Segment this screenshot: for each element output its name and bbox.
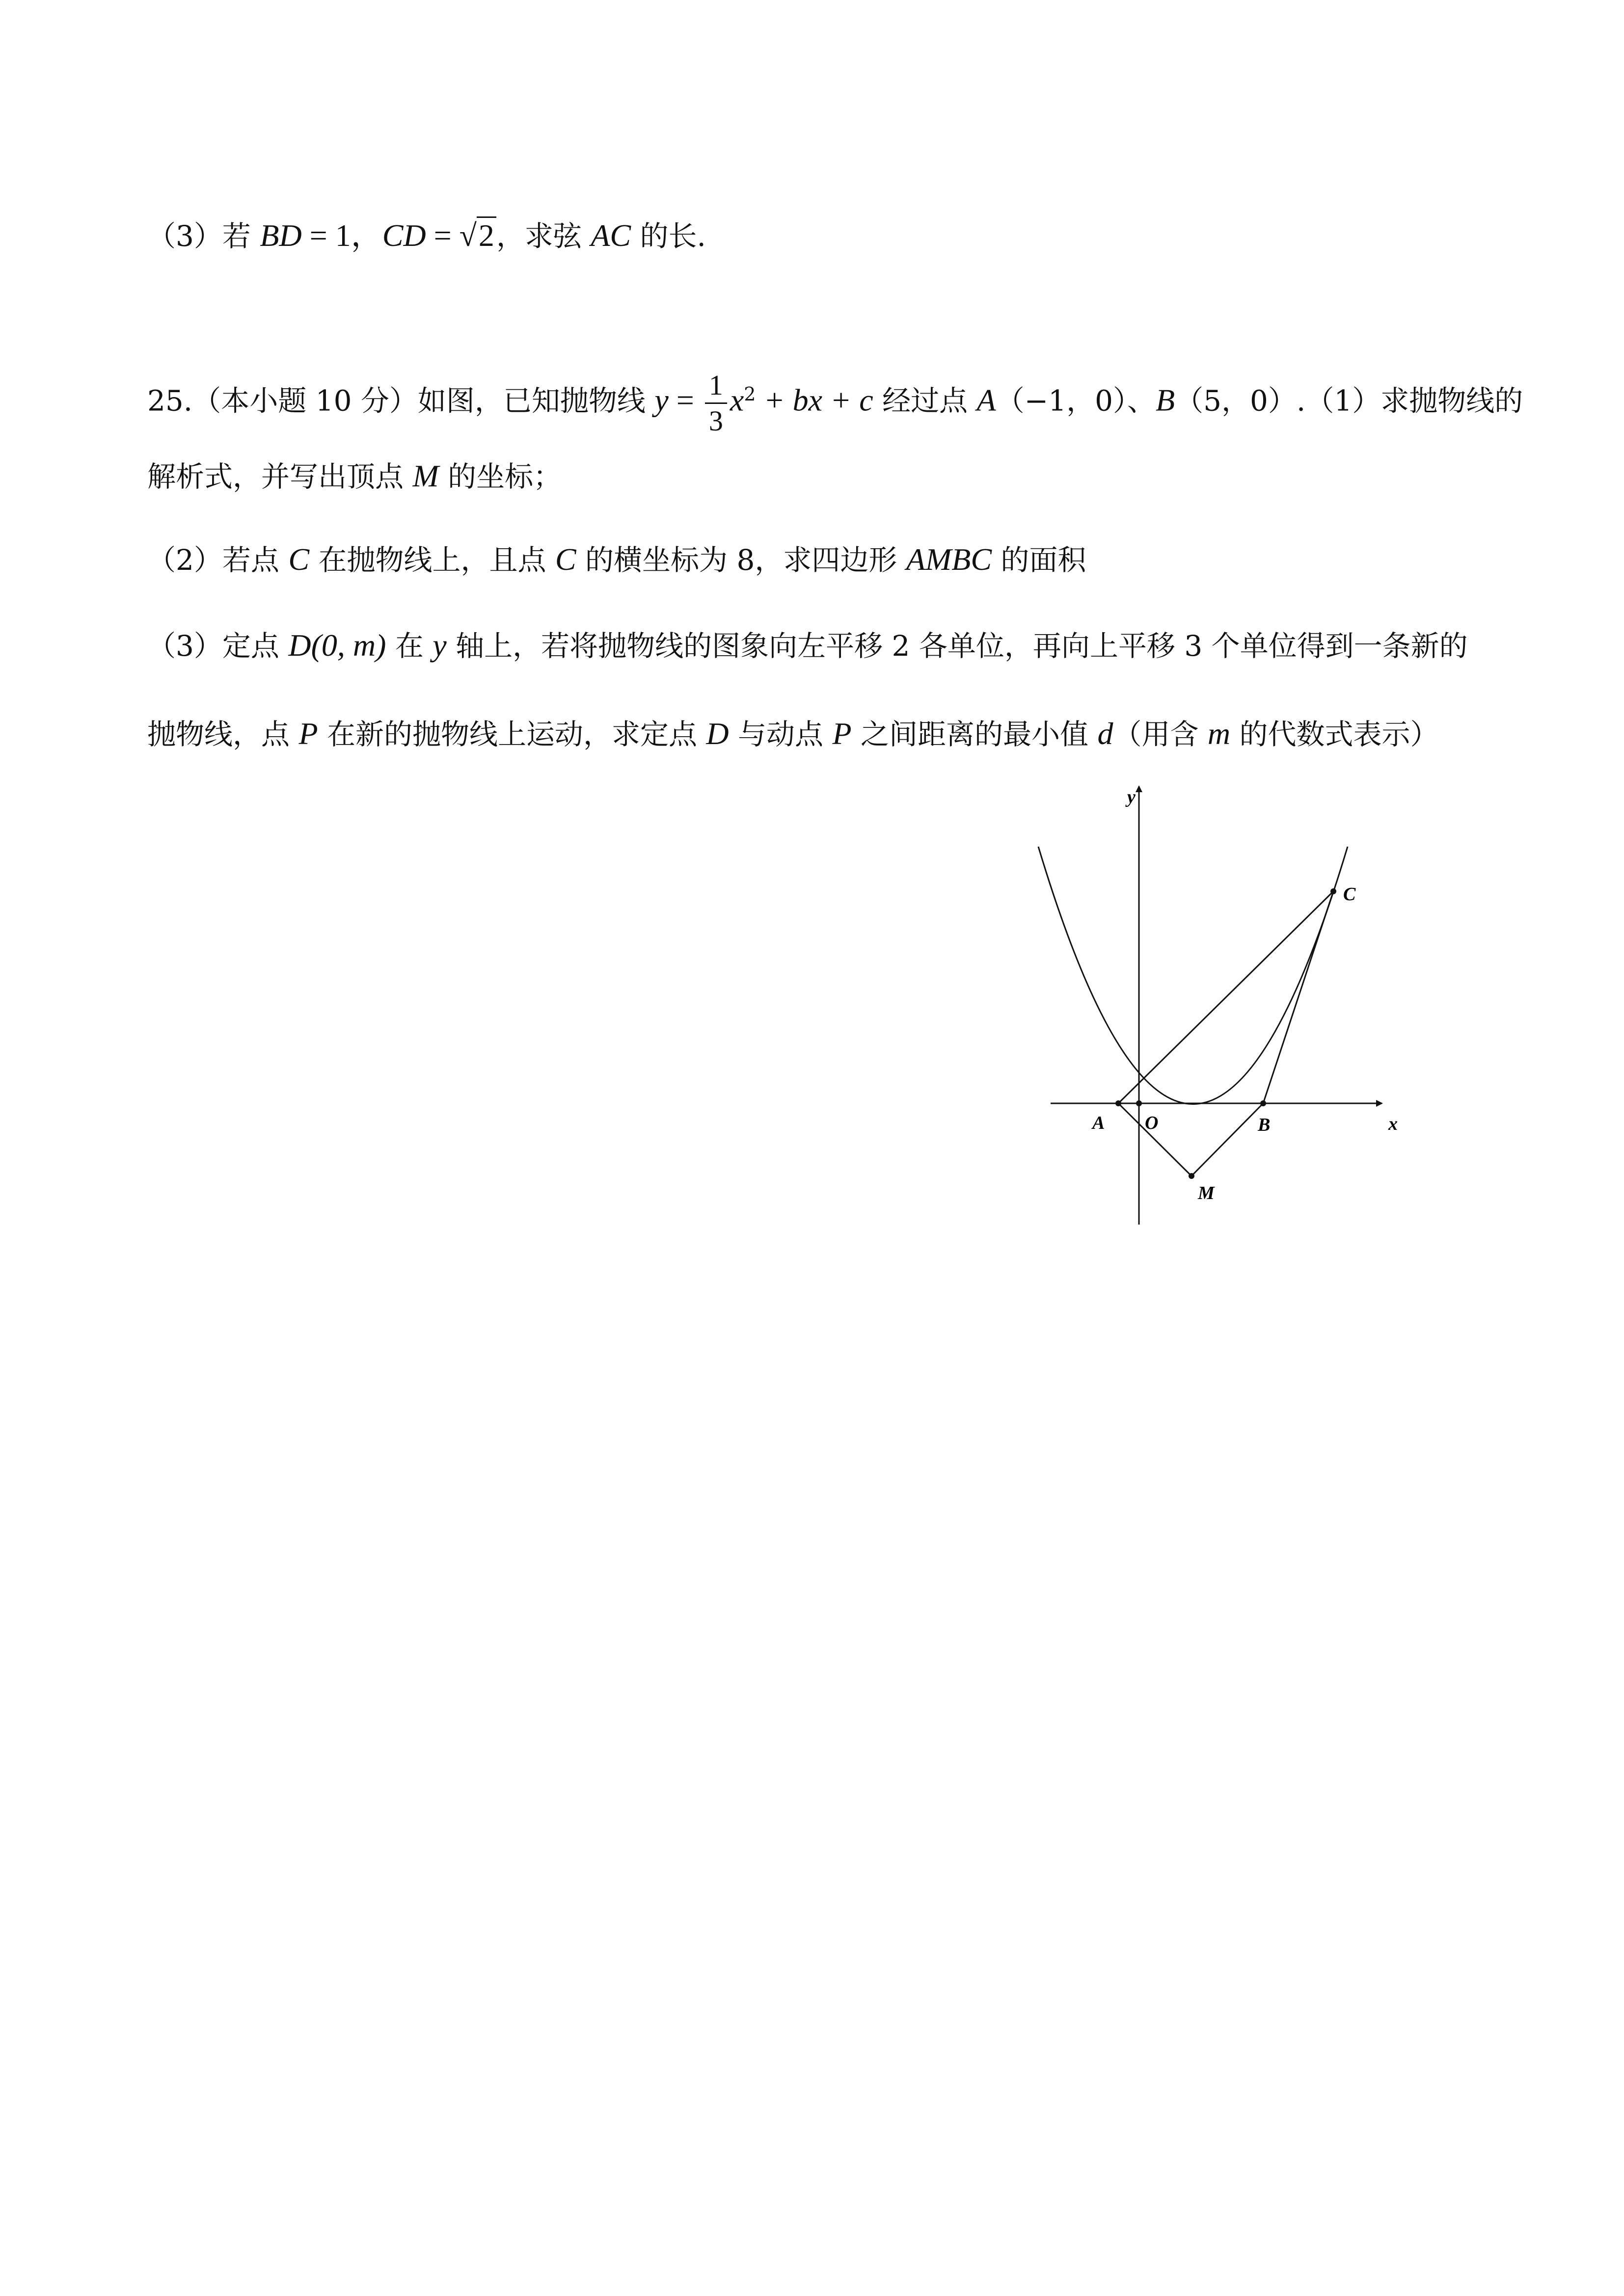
label-m: M [1198, 1183, 1215, 1203]
fraction-one-third: $\frac{1}{3}$ [705, 368, 727, 438]
point-o [1136, 1100, 1142, 1106]
point-b [1260, 1100, 1266, 1106]
label-o: O [1145, 1113, 1159, 1133]
label-c: C [1343, 884, 1356, 905]
label-x: x [1388, 1114, 1398, 1134]
sqrt-expression: √2 [460, 216, 496, 253]
q25-part3-line2: 抛物线，点 P 在新的抛物线上运动，求定点 D 与动点 P 之间距离的最小值 d（用含 m 的代数式表示） [147, 716, 1439, 751]
q25-part2-line: （2）若点 C 在抛物线上，且点 C 的横坐标为 8，求四边形 AMBC 的面积 [147, 542, 1086, 577]
q24-part3-line: （3）若 BD = 1，CD = √2，求弦 AC 的长. [147, 216, 706, 256]
label-a: A [1092, 1113, 1105, 1133]
quadrilateral-ambc [1118, 891, 1333, 1176]
point-m [1189, 1173, 1194, 1179]
point-c [1330, 888, 1336, 894]
q25-part3-line: （3）定点 D(0, m) 在 y 轴上，若将抛物线的图象向左平移 2 各单位，再向上平移 3 个单位得到一条新的 [147, 628, 1468, 663]
q25-intro-line: 25.（本小题 10 分）如图，已知抛物线 y = $\frac{1}{3}$ $x^2$ + bx + c 经过点 A（−1，0）、B（5，0）.（1）求抛物线的 [147, 368, 1523, 438]
parabola-curve [1038, 847, 1348, 1104]
point-a [1115, 1100, 1121, 1106]
label-y: y [1127, 787, 1136, 807]
parabola-figure [1031, 780, 1463, 1232]
label-b: B [1258, 1115, 1271, 1135]
q25-intro-line2: 解析式，并写出顶点 M 的坐标； [147, 458, 562, 493]
